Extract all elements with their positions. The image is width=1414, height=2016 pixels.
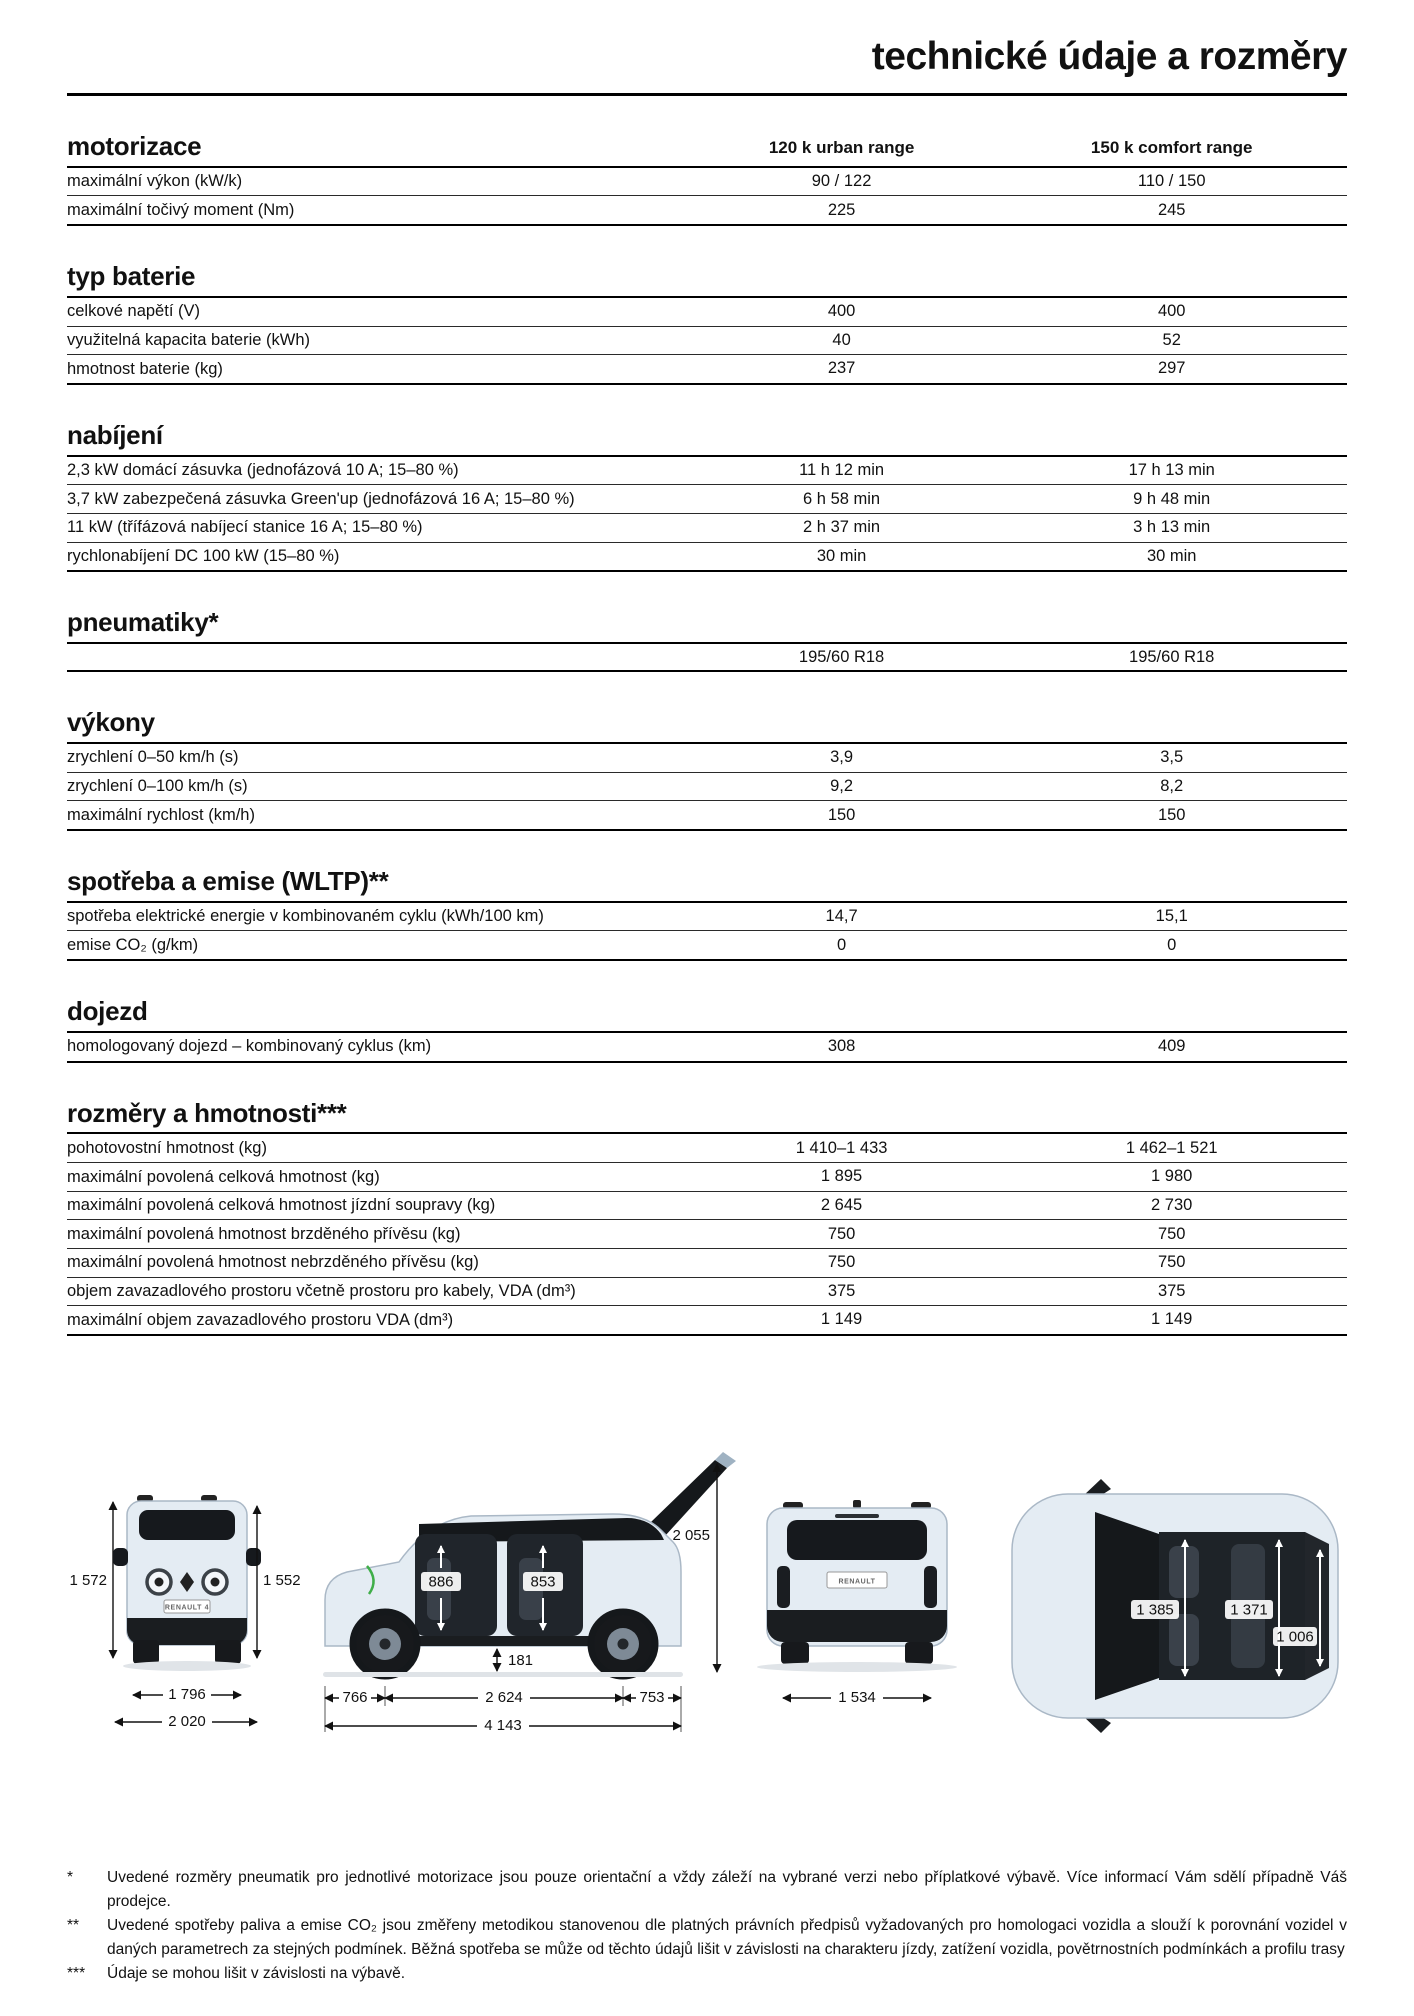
table-row bbox=[67, 1305, 1347, 1334]
tail-lamp-left bbox=[777, 1566, 790, 1608]
spec-section bbox=[67, 708, 1347, 831]
dim-door-rear-label: 853 bbox=[530, 1573, 556, 1591]
row-label: maximální rychlost (km/h) bbox=[67, 805, 255, 824]
footnote-text: Údaje se mohou lišit v závislosti na výbavě. bbox=[107, 1964, 406, 1982]
section-header-row bbox=[67, 132, 1347, 162]
table-row bbox=[67, 1162, 1347, 1191]
row-value: 1 410–1 433 bbox=[795, 1138, 888, 1157]
rocker-panel bbox=[407, 1636, 599, 1646]
headlight-left-core bbox=[155, 1577, 164, 1586]
row-value: 750 bbox=[827, 1253, 856, 1272]
row-label: zrychlení 0–50 km/h (s) bbox=[67, 748, 239, 767]
section-heading: spotřeba a emise (WLTP)** bbox=[67, 865, 389, 896]
section-heading: dojezd bbox=[67, 995, 148, 1026]
row-value: 110 / 150 bbox=[1137, 172, 1206, 191]
row-label: emise CO₂ (g/km) bbox=[67, 935, 199, 954]
shadow bbox=[757, 1662, 957, 1672]
brake-light bbox=[835, 1514, 879, 1518]
wheel bbox=[781, 1642, 809, 1664]
row-value: 14,7 bbox=[825, 907, 858, 926]
section-header-row bbox=[67, 867, 1347, 897]
table-row bbox=[67, 298, 1347, 326]
dim-front-height-left-label: 1 572 bbox=[69, 1571, 107, 1589]
dim-front-track-label: 1 796 bbox=[168, 1685, 206, 1703]
row-value: 6 h 58 min bbox=[803, 489, 881, 508]
spec-table bbox=[67, 901, 1347, 961]
wheel-hub bbox=[618, 1638, 629, 1649]
title-divider bbox=[67, 93, 1347, 96]
row-value: 0 bbox=[1167, 935, 1177, 954]
section-header-row bbox=[67, 262, 1347, 292]
shadow bbox=[323, 1672, 683, 1677]
row-value: 2 h 37 min bbox=[803, 518, 881, 537]
row-label: hmotnost baterie (kg) bbox=[67, 359, 223, 378]
footnote-marker: *** bbox=[67, 1964, 86, 1982]
row-value: 195/60 R18 bbox=[1129, 647, 1215, 666]
row-value: 150 bbox=[1157, 805, 1186, 824]
dim-open-height-label: 2 055 bbox=[672, 1526, 710, 1544]
row-value: 1 895 bbox=[820, 1167, 863, 1186]
column-header bbox=[1007, 735, 1337, 738]
rear-view bbox=[757, 1500, 957, 1706]
footnote-marker: * bbox=[67, 1868, 74, 1886]
row-value: 375 bbox=[1157, 1281, 1186, 1300]
row-label: 11 kW (třífázová nabíjecí stanice 16 A; 15–80 %) bbox=[67, 518, 423, 537]
table-row bbox=[67, 903, 1347, 931]
row-label: homologovaný dojezd – kombinovaný cyklus (km) bbox=[67, 1037, 432, 1056]
front-view bbox=[69, 1495, 300, 1730]
footnote bbox=[67, 1962, 1347, 1986]
row-value: 17 h 13 min bbox=[1128, 461, 1215, 479]
table-row bbox=[67, 1219, 1347, 1248]
row-label: pohotovostní hmotnost (kg) bbox=[67, 1138, 267, 1157]
row-value: 225 bbox=[827, 200, 856, 219]
row-value: 11 h 12 min bbox=[799, 461, 885, 479]
row-value: 8,2 bbox=[1160, 776, 1184, 795]
row-label: maximální povolená celková hmotnost (kg) bbox=[67, 1167, 380, 1186]
table-row bbox=[67, 513, 1347, 542]
row-label: maximální povolená hmotnost nebrzděného přívěsu (kg) bbox=[67, 1253, 479, 1272]
row-label: 2,3 kW domácí zásuvka (jednofázová 10 A; 15–80 %) bbox=[67, 461, 459, 480]
dim-width-boot-label: 1 006 bbox=[1276, 1628, 1314, 1646]
column-header bbox=[1007, 1125, 1337, 1128]
spec-table bbox=[67, 642, 1347, 672]
section-heading: motorizace bbox=[67, 130, 202, 161]
column-header bbox=[677, 894, 1007, 897]
table-row bbox=[67, 326, 1347, 355]
table-row bbox=[67, 457, 1347, 485]
table-row bbox=[67, 1033, 1347, 1061]
column-header bbox=[1007, 635, 1337, 638]
row-label: využitelná kapacita baterie (kWh) bbox=[67, 331, 311, 350]
dim-front-height-right-label: 1 552 bbox=[263, 1571, 301, 1589]
spec-section bbox=[67, 1099, 1347, 1336]
row-value: 2 730 bbox=[1151, 1195, 1193, 1214]
spec-sections bbox=[67, 132, 1347, 1336]
column-header bbox=[677, 448, 1007, 451]
footnote-marker: ** bbox=[67, 1916, 80, 1934]
table-row bbox=[67, 772, 1347, 801]
column-header bbox=[677, 1125, 1007, 1128]
row-value: 245 bbox=[1157, 200, 1186, 219]
column-header bbox=[677, 735, 1007, 738]
column-header bbox=[1007, 894, 1337, 897]
wheel bbox=[215, 1640, 241, 1664]
section-heading: typ baterie bbox=[67, 261, 196, 292]
row-value: 150 bbox=[827, 805, 856, 824]
row-label: celkové napětí (V) bbox=[67, 302, 200, 321]
table-row bbox=[67, 744, 1347, 772]
row-value: 15,1 bbox=[1155, 907, 1188, 926]
row-label: maximální výkon (kW/k) bbox=[67, 172, 243, 191]
section-header-row bbox=[67, 708, 1347, 738]
row-value: 1 462–1 521 bbox=[1125, 1138, 1218, 1157]
dim-wheelbase-label: 2 624 bbox=[485, 1688, 523, 1706]
table-row bbox=[67, 1277, 1347, 1306]
dim-length-label: 4 143 bbox=[484, 1716, 522, 1734]
antenna bbox=[853, 1500, 861, 1508]
row-value: 750 bbox=[1157, 1224, 1186, 1243]
wheel bbox=[133, 1640, 159, 1664]
spec-table bbox=[67, 742, 1347, 831]
section-heading: nabíjení bbox=[67, 419, 163, 450]
table-row bbox=[67, 1191, 1347, 1220]
table-row bbox=[67, 542, 1347, 571]
row-value: 9,2 bbox=[830, 776, 854, 795]
column-header bbox=[677, 1024, 1007, 1027]
boot-area bbox=[1305, 1532, 1329, 1680]
footnote-text: Uvedené rozměry pneumatik pro jednotlivé motorizace jsou pouze orientační a vždy záleží na vybrané verzi nebo příplatkové výbavě. Více informací Vám sdělí případně Váš prodejce. bbox=[107, 1868, 1347, 1910]
column-header bbox=[1007, 289, 1337, 292]
mirror-right bbox=[246, 1548, 261, 1566]
mirror-left bbox=[113, 1548, 128, 1566]
footnote bbox=[67, 1914, 1347, 1962]
row-value: 30 min bbox=[1146, 546, 1197, 565]
rear-window bbox=[787, 1520, 927, 1560]
spec-table bbox=[67, 455, 1347, 573]
row-value: 0 bbox=[836, 935, 847, 954]
row-label: maximální povolená hmotnost brzděného přívěsu (kg) bbox=[67, 1224, 461, 1243]
row-value: 750 bbox=[1157, 1253, 1186, 1272]
section-heading: pneumatiky* bbox=[67, 607, 219, 638]
row-label: zrychlení 0–100 km/h (s) bbox=[67, 777, 248, 796]
dim-overhang-rear-label: 753 bbox=[639, 1688, 665, 1706]
shadow bbox=[123, 1661, 251, 1671]
license-plate-front-text: RENAULT 4 bbox=[164, 1604, 210, 1612]
row-value: 90 / 122 bbox=[811, 172, 872, 191]
column-header bbox=[1007, 1024, 1337, 1027]
footnotes bbox=[67, 1866, 1347, 1986]
table-row bbox=[67, 644, 1347, 670]
table-row bbox=[67, 195, 1347, 224]
dim-front-width-label: 2 020 bbox=[168, 1712, 206, 1730]
row-value: 3 h 13 min bbox=[1133, 518, 1211, 537]
column-header bbox=[677, 635, 1007, 638]
section-header-row bbox=[67, 421, 1347, 451]
row-value: 308 bbox=[827, 1037, 856, 1056]
section-header-row bbox=[67, 1099, 1347, 1129]
row-label: spotřeba elektrické energie v kombinovaném cyklu (kWh/100 km) bbox=[67, 907, 544, 926]
car-dimensions-svg bbox=[67, 1448, 1347, 1748]
row-value: 30 min bbox=[816, 546, 867, 565]
row-value: 2 645 bbox=[820, 1195, 863, 1214]
table-row bbox=[67, 168, 1347, 196]
dim-door-front-label: 886 bbox=[428, 1573, 454, 1591]
spec-section bbox=[67, 997, 1347, 1063]
table-row bbox=[67, 930, 1347, 959]
dim-overhang-front-label: 766 bbox=[342, 1688, 368, 1706]
spec-table bbox=[67, 1031, 1347, 1063]
row-label: maximální točivý moment (Nm) bbox=[67, 200, 295, 219]
row-value: 409 bbox=[1157, 1037, 1186, 1056]
row-value: 195/60 R18 bbox=[798, 647, 885, 666]
headlight-right-core bbox=[211, 1577, 220, 1586]
wheel-hub bbox=[380, 1638, 391, 1649]
table-row bbox=[67, 1134, 1347, 1162]
row-value: 400 bbox=[1157, 302, 1186, 321]
row-value: 9 h 48 min bbox=[1133, 489, 1211, 508]
rear-bumper bbox=[767, 1610, 947, 1642]
row-value: 3,5 bbox=[1160, 748, 1184, 767]
column-header bbox=[677, 289, 1007, 292]
spec-section bbox=[67, 608, 1347, 672]
section-header-row bbox=[67, 608, 1347, 638]
row-value: 3,9 bbox=[830, 748, 854, 767]
top-view bbox=[1012, 1479, 1338, 1733]
row-label: objem zavazadlového prostoru včetně prostoru pro kabely, VDA (dm³) bbox=[67, 1282, 576, 1301]
tail-lamp-right bbox=[924, 1566, 937, 1608]
dimensions-diagram bbox=[67, 1448, 1347, 1748]
table-row bbox=[67, 1248, 1347, 1277]
spec-table bbox=[67, 1132, 1347, 1335]
spec-section bbox=[67, 867, 1347, 961]
spec-table bbox=[67, 166, 1347, 226]
footnote bbox=[67, 1866, 1347, 1914]
section-heading: výkony bbox=[67, 707, 155, 738]
row-label: maximální povolená celková hmotnost jízdní soupravy (kg) bbox=[67, 1196, 496, 1215]
row-value: 52 bbox=[1162, 330, 1181, 349]
row-label: 3,7 kW zabezpečená zásuvka Green'up (jednofázová 16 A; 15–80 %) bbox=[67, 489, 575, 508]
column-header bbox=[1007, 448, 1337, 451]
windshield bbox=[139, 1510, 235, 1540]
table-row bbox=[67, 484, 1347, 513]
section-header-row bbox=[67, 997, 1347, 1027]
spec-table bbox=[67, 296, 1347, 385]
row-value: 1 980 bbox=[1151, 1167, 1193, 1186]
column-header: 150 k comfort range bbox=[1090, 138, 1253, 158]
row-value: 40 bbox=[832, 330, 851, 349]
row-value: 375 bbox=[827, 1281, 856, 1300]
section-heading: rozměry a hmotnosti*** bbox=[67, 1097, 347, 1128]
row-label: maximální objem zavazadlového prostoru VDA (dm³) bbox=[67, 1310, 454, 1329]
row-value: 1 149 bbox=[820, 1310, 863, 1329]
page-title: technické údaje a rozměry bbox=[871, 35, 1347, 78]
open-tailgate bbox=[651, 1460, 727, 1536]
table-row bbox=[67, 354, 1347, 383]
spec-section bbox=[67, 421, 1347, 572]
row-value: 237 bbox=[827, 359, 856, 378]
wheel bbox=[905, 1642, 933, 1664]
dim-clearance-label: 181 bbox=[508, 1651, 534, 1669]
spec-section bbox=[67, 132, 1347, 226]
license-plate-rear-text: RENAULT bbox=[838, 1578, 876, 1586]
footnote-text: Uvedené spotřeby paliva a emise CO₂ jsou změřeny metodikou stanovenou dle platných právních předpisů vyžadovaných pro homologaci vozidla a slouží k porovnání vozidel v daných parametrech za stejných podmínek. Běžná spotřeba se může od těchto údajů lišit v závislosti na charakteru jízdy, zatížení vozidla, povětrnostních podmínkách a profilu trasy bbox=[107, 1916, 1347, 1958]
row-value: 750 bbox=[827, 1224, 856, 1243]
dim-width-rear-label: 1 371 bbox=[1230, 1601, 1268, 1619]
row-label: rychlonabíjení DC 100 kW (15–80 %) bbox=[67, 547, 340, 566]
row-value: 1 149 bbox=[1151, 1310, 1193, 1329]
row-value: 400 bbox=[827, 302, 856, 321]
side-view bbox=[323, 1452, 736, 1734]
row-value: 297 bbox=[1157, 359, 1186, 378]
table-row bbox=[67, 800, 1347, 829]
dim-rear-track-label: 1 534 bbox=[838, 1688, 876, 1706]
spec-section bbox=[67, 262, 1347, 385]
column-header: 120 k urban range bbox=[768, 138, 915, 158]
dim-width-front-label: 1 385 bbox=[1136, 1601, 1174, 1619]
